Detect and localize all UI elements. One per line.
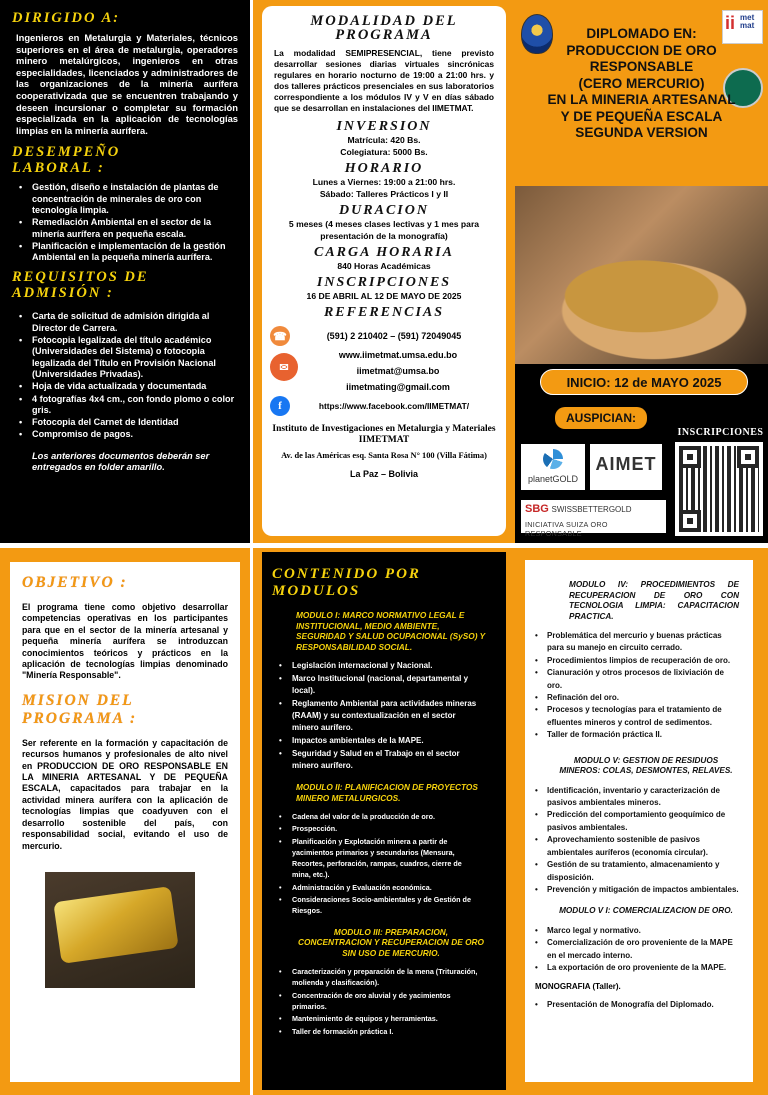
- planetgold-logo: planetGOLD: [521, 444, 585, 490]
- carga-text: 840 Horas Académicas: [337, 261, 431, 271]
- inscripciones-heading: INSCRIPCIONES: [316, 275, 452, 290]
- modalidad-text: La modalidad SEMIPRESENCIAL, tiene previsto desarrollar sesiones diarias virtuales sincrónicas regulares en horario nocturno de 19:00 a 21:00 hrs. y dos talleres prácticos presenciales en sus laboratorios correspondiente a los módulos IV y V en días sábado que se desarrollan en instalaciones del IIMETMAT.: [274, 48, 494, 113]
- qr-label: INSCRIPCIONES: [677, 427, 764, 438]
- desempeno-heading-1: DESEMPEÑO: [12, 144, 121, 161]
- address: Av. de las Américas esq. Santa Rosa N° 100 (Villa Fátima): [281, 451, 487, 460]
- dirigido-text: Ingenieros en Metalurgia y Materiales, técnicos superiores en el área de metalurgia, operadores minero metalúrgicos, ingenieros en otras especialidades, licenciados y administradores de las organizaciones de la minería aurífera cooperativizada que se encuentren trabajando y deseen incursionar o completar su formación especializada en la aplicación de tecnologías limpias en la minería aurífera.: [16, 32, 238, 136]
- panel-objetivo: [0, 548, 250, 1095]
- qr-code[interactable]: [675, 442, 763, 536]
- modulo-3-list: [272, 966, 496, 1037]
- modulo-4-list: [533, 630, 745, 742]
- horario-weekdays: Lunes a Viernes: 19:00 a 21:00 hrs.: [312, 177, 456, 187]
- referencias-heading: REFERENCIAS: [323, 305, 445, 320]
- modulo-5-title: MODULO V: GESTION DE RESIDUOS MINEROS: COLAS, DESMONTES, RELAVES.: [559, 755, 733, 776]
- gold-grains-photo: [515, 186, 768, 364]
- modulo-4-title: MODULO IV: PROCEDIMIENTOS DE RECUPERACION DE ORO CON TECNOLOGIA LIMPIA: CAPACITACION PRACTICA.: [569, 580, 739, 621]
- list-item: • Aprovechamiento sostenible de pasivos ambientales auríferos (economía circular).: [533, 834, 745, 859]
- list-item: • Mantenimiento de equipos y herramientas.: [272, 1013, 496, 1024]
- colegiatura: Colegiatura: 5000 Bs.: [340, 147, 428, 157]
- list-item: • Identificación, inventario y caracterización de pasivos ambientales mineros.: [533, 785, 745, 810]
- panel-dirigido: [0, 0, 250, 543]
- start-date-badge: INICIO: 12 de MAYO 2025: [540, 369, 748, 395]
- list-item: • Predicción del comportamiento geoquímico de pasivos ambientales.: [533, 809, 745, 834]
- list-item: • Presentación de Monografía del Diplomado.: [533, 999, 745, 1011]
- panel-cover: [515, 0, 768, 543]
- diploma-title: DIPLOMADO EN: PRODUCCION DE ORO RESPONSABLE (CERO MERCURIO) EN LA MINERIA ARTESANAL Y DE PEQUEÑA ESCALA SEGUNDA VERSION: [547, 26, 736, 140]
- requisitos-heading-1: REQUISITOS DE: [12, 269, 149, 286]
- facebook-icon: f: [270, 396, 290, 416]
- list-item: • Remediación Ambiental en el sector de la minería aurífera en pequeña escala.: [16, 217, 238, 240]
- objetivo-card: [10, 562, 240, 1082]
- list-item: • Hoja de vida actualizada y documentada: [16, 381, 238, 392]
- contenido-card: [262, 552, 506, 1090]
- list-item: • Seguridad y Salud en el Trabajo en el sector minero aurífero.: [272, 748, 496, 772]
- list-item: • Problemática del mercurio y buenas prácticas para su manejo en circuito cerrado.: [533, 630, 745, 655]
- inversion-heading: INVERSION: [336, 119, 432, 134]
- list-item: • La exportación de oro proveniente de la MAPE.: [533, 962, 745, 974]
- list-item: • Fotocopia legalizada del título académico (Universidades del Sistema) o fotocopia legalizada del Título en Provisión Nacional (Universidades Privadas).: [16, 335, 238, 380]
- list-item: • Refinación del oro.: [533, 692, 745, 704]
- list-item: • Comercialización de oro proveniente de la MAPE en el mercado interno.: [533, 937, 745, 962]
- list-item: • Carta de solicitud de admisión dirigida al Director de Carrera.: [16, 311, 238, 334]
- list-item: • Gestión de su tratamiento, almacenamiento y disposición.: [533, 859, 745, 884]
- list-item: • 4 fotografías 4x4 cm., con fondo plomo o color gris.: [16, 394, 238, 417]
- list-item: • Legislación internacional y Nacional.: [272, 660, 496, 672]
- iimetmat-logo: ii met mat: [722, 10, 763, 44]
- list-item: • Taller de formación práctica II.: [533, 729, 745, 741]
- duracion-text: 5 meses (4 meses clases lectivas y 1 mes para presentación de la monografía): [288, 219, 480, 241]
- modulo-6-title: MODULO V I: COMERCIALIZACION DE ORO.: [559, 906, 733, 916]
- matricula: Matrícula: 420 Bs.: [347, 135, 421, 145]
- modulo-6-list: [533, 925, 745, 975]
- modalidad-heading-1: MODALIDAD DEL: [310, 13, 458, 29]
- list-item: • Taller de formación práctica I.: [272, 1026, 496, 1037]
- contenido-heading-1: CONTENIDO POR: [272, 566, 421, 582]
- email-link-2[interactable]: iimetmating@gmail.com: [346, 382, 450, 392]
- dirigido-heading: DIRIGIDO A:: [12, 10, 121, 26]
- modulo-1-title: MODULO I: MARCO NORMATIVO LEGAL E INSTITUCIONAL, MEDIO AMBIENTE, SEGURIDAD Y SALUD OCUPACIONAL (SySO) Y RESPONSABILIDAD SOCIAL.: [296, 610, 486, 652]
- carga-heading: CARGA HORARIA: [314, 245, 454, 260]
- list-item: • Concentración de oro aluvial y de yacimientos primarios.: [272, 990, 496, 1013]
- list-item: • Marco legal y normativo.: [533, 925, 745, 937]
- modalidad-heading-2: PROGRAMA: [335, 27, 433, 43]
- modulo-1-list: [272, 660, 496, 772]
- contenido-heading-2: MODULOS: [272, 583, 361, 599]
- modulos-card: [525, 560, 753, 1082]
- requisitos-list: [16, 311, 238, 440]
- gold-bar-photo: [45, 872, 195, 988]
- modalidad-card: [262, 6, 506, 536]
- list-item: • Marco Institucional (nacional, departamental y local).: [272, 673, 496, 697]
- list-item: • Procedimientos limpios de recuperación de oro.: [533, 655, 745, 667]
- list-item: • Procesos y tecnologías para el tratamiento de efluentes mineros y control de sedimentos.: [533, 704, 745, 729]
- email-icon: ✉: [270, 353, 298, 381]
- list-item: • Impactos ambientales de la MAPE.: [272, 735, 496, 747]
- monografia-label: MONOGRAFIA (Taller).: [535, 982, 621, 992]
- list-item: • Cianuración y otros procesos de lixiviación de oro.: [533, 667, 745, 692]
- desempeno-heading-2: LABORAL :: [12, 160, 105, 177]
- phone-icon: ☎: [270, 326, 290, 346]
- list-item: • Reglamento Ambiental para actividades mineras (RAAM) y su contextualización en el sector minero aurífero.: [272, 698, 496, 734]
- objetivo-heading: OBJETIVO :: [22, 574, 128, 591]
- monografia-list: [533, 999, 745, 1011]
- phone-numbers: (591) 2 210402 – (591) 72049045: [326, 331, 462, 341]
- list-item: • Planificación y Explotación minera a partir de yacimientos primarios y secundarios (Mensura, Recortes, perforación, rampas, cuadros, cierre de mina, etc.).: [272, 836, 496, 881]
- institute-name: Instituto de Investigaciones en Metalurgia y Materiales IIMETMAT: [272, 424, 496, 445]
- list-item: • Fotocopia del Carnet de Identidad: [16, 417, 238, 428]
- list-item: • Prospección.: [272, 823, 496, 834]
- horario-heading: HORARIO: [344, 161, 424, 176]
- mision-heading-2: PROGRAMA :: [22, 709, 138, 727]
- swissbettergold-logo: SBG SWISSBETTERGOLD INICIATIVA SUIZA ORO RESPONSABLE: [521, 500, 666, 533]
- aimet-logo: AIMET: [590, 444, 662, 490]
- email-link-1[interactable]: iimetmat@umsa.bo: [356, 366, 440, 376]
- objetivo-text: El programa tiene como objetivo desarrollar competencias operativas en los participantes para que en el sector de la minería artesanal y pequeña minería aurífera se introduzcan conocimientos teóricos y prácticos en la aplicación de tecnologías limpias denominado "Minería Responsable".: [22, 602, 228, 681]
- facebook-link[interactable]: https://www.facebook.com/IIMETMAT/: [318, 401, 470, 411]
- city: La Paz – Bolivia: [349, 468, 419, 479]
- panel-modalidad: [253, 0, 515, 543]
- modulo-2-title: MODULO II: PLANIFICACION DE PROYECTOS MINERO METALURGICOS.: [296, 782, 478, 803]
- duracion-heading: DURACION: [339, 203, 429, 218]
- list-item: • Cadena del valor de la producción de oro.: [272, 811, 496, 822]
- folder-note: Los anteriores documentos deberán ser entregados en folder amarillo.: [32, 450, 210, 473]
- inscripciones-dates: 16 DE ABRIL AL 12 DE MAYO DE 2025: [306, 291, 462, 301]
- sponsors-label: AUSPICIAN:: [555, 407, 647, 429]
- list-item: • Gestión, diseño e instalación de plantas de concentración de minerales de oro con tecnología limpia.: [16, 182, 238, 216]
- requisitos-heading-2: ADMISIÓN :: [12, 285, 114, 302]
- modulo-5-list: [533, 785, 745, 897]
- list-item: • Consideraciones Socio-ambientales y de Gestión de Riesgos.: [272, 894, 496, 917]
- modulo-2-list: [272, 811, 496, 917]
- desempeno-list: [16, 182, 238, 263]
- list-item: • Caracterización y preparación de la mena (Trituración, molienda y clasificación).: [272, 966, 496, 989]
- mision-heading-1: MISION DEL: [22, 691, 134, 709]
- panel-contenido: [253, 548, 515, 1095]
- horario-saturday: Sábado: Talleres Prácticos I y II: [319, 189, 449, 199]
- mision-text: Ser referente en la formación y capacitación de recursos humanos y profesionales de alto nivel en PRODUCCION DE ORO RESPONSABLE EN LA MINERIA ARTESANAL Y DE PEQUEÑA ESCALA, capacitados para trabajar en la actividad minera aurífera con la aplicación de tecnologías limpias que coadyuven con el desarrollo sostenible del país, con responsabilidad social, evitando el uso de mercurio.: [22, 737, 228, 851]
- list-item: • Planificación e implementación de la gestión Ambiental en la pequeña minería aurífera.: [16, 241, 238, 264]
- website-link[interactable]: www.iimetmat.umsa.edu.bo: [338, 350, 458, 360]
- list-item: • Administración y Evaluación económica.: [272, 882, 496, 893]
- modulo-3-title: MODULO III: PREPARACION, CONCENTRACION Y RECUPERACION DE ORO SIN USO DE MERCURIO.: [298, 926, 484, 958]
- list-item: • Compromiso de pagos.: [16, 429, 238, 440]
- panel-modulos-cont: [515, 548, 768, 1095]
- list-item: • Prevención y mitigación de impactos ambientales.: [533, 884, 745, 896]
